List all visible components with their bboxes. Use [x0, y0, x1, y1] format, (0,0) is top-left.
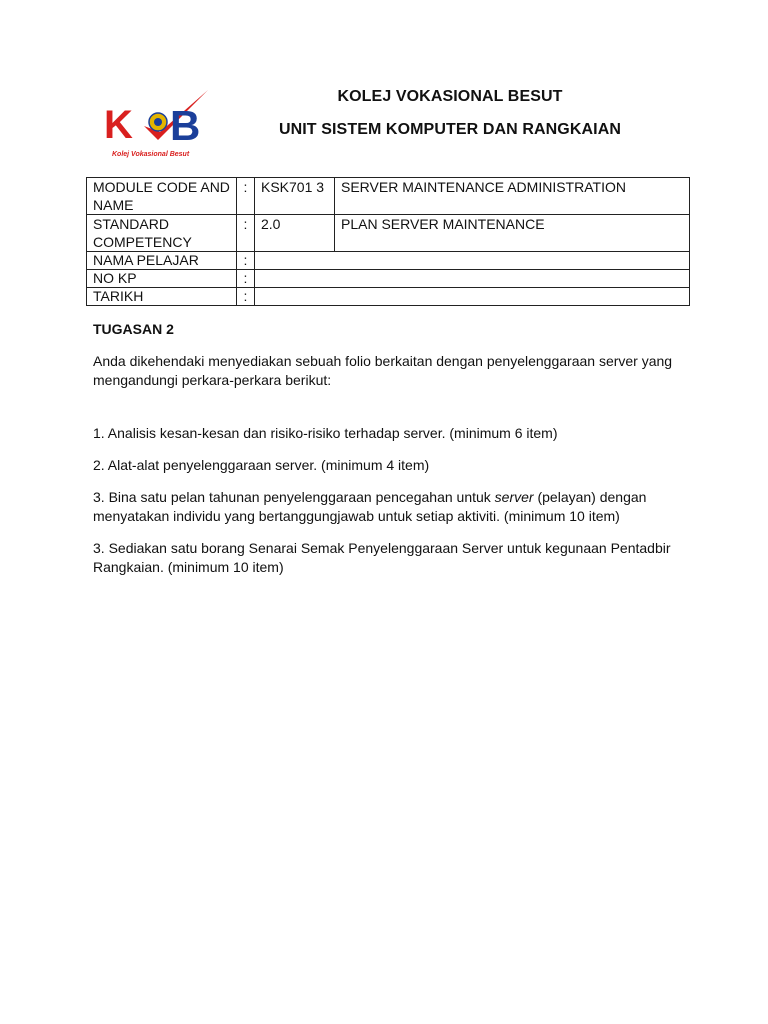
task-item-3-text-rest: (pelayan) dengan menyatakan individu yang bertanggungjawab untuk setiap aktiviti. (minimum 10 item): [93, 489, 647, 524]
row-colon: :: [237, 178, 255, 215]
task-item-3-text: 3. Bina satu pelan tahunan penyelenggaraan pencegahan untuk: [93, 489, 495, 505]
kvb-logo-graphic: [100, 88, 212, 160]
module-code: KSK701 3: [255, 178, 335, 215]
task-heading: TUGASAN 2: [93, 321, 174, 337]
logo-subtitle: Kolej Vokasional Besut: [112, 151, 190, 158]
student-name-field: [255, 252, 690, 270]
svg-text:K: K: [104, 103, 133, 147]
row-colon: :: [237, 215, 255, 252]
college-title: KOLEJ VOKASIONAL BESUT: [337, 88, 563, 105]
row-label: NO KP: [87, 270, 237, 288]
unit-title: UNIT SISTEM KOMPUTER DAN RANGKAIAN: [278, 121, 622, 138]
table-row: [87, 252, 690, 270]
row-label: MODULE CODE AND NAME: [87, 178, 237, 215]
table-row: [87, 270, 690, 288]
college-logo: [100, 88, 212, 160]
row-label: TARIKH: [87, 288, 237, 306]
task-intro: Anda dikehendaki menyediakan sebuah folio berkaitan dengan penyelenggaraan server yang mengandungi perkara-perkara berikut:: [93, 353, 673, 388]
table-row: [87, 288, 690, 306]
row-label: STANDARD COMPETENCY: [87, 215, 237, 252]
task-item-4: 3. Sediakan satu borang Senarai Semak Penyelenggaraan Server untuk kegunaan Pentadbir Rangkaian. (minimum 10 item): [93, 540, 671, 575]
competency-name: PLAN SERVER MAINTENANCE: [335, 215, 690, 252]
table-row: [87, 178, 690, 215]
info-table: [86, 177, 690, 306]
ic-number-field: [255, 270, 690, 288]
date-field: [255, 288, 690, 306]
svg-text:B: B: [170, 102, 201, 149]
task-item-3-emphasis: server: [494, 489, 534, 505]
table-row: [87, 215, 690, 252]
task-item-3: [93, 488, 688, 526]
row-colon: :: [237, 252, 255, 270]
task-content: [93, 320, 688, 577]
task-item-1: 1. Analisis kesan-kesan dan risiko-risiko terhadap server. (minimum 6 item): [93, 425, 558, 441]
row-colon: :: [237, 288, 255, 306]
row-colon: :: [237, 270, 255, 288]
competency-code: 2.0: [255, 215, 335, 252]
module-name: SERVER MAINTENANCE ADMINISTRATION: [335, 178, 690, 215]
task-item-2: 2. Alat-alat penyelenggaraan server. (minimum 4 item): [93, 457, 430, 473]
row-label: NAMA PELAJAR: [87, 252, 237, 270]
